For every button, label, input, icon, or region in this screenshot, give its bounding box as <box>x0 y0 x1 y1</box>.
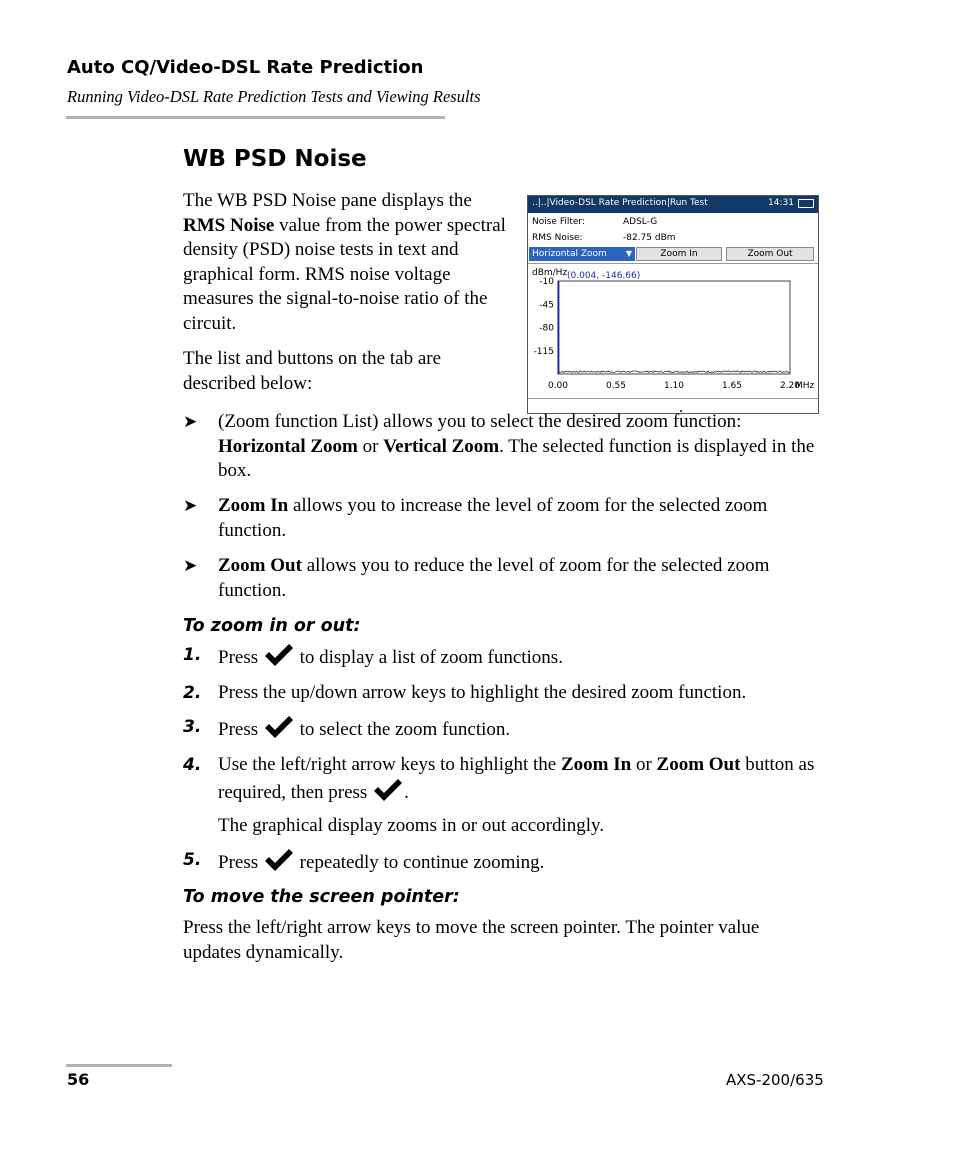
checkmark-icon <box>372 778 404 802</box>
procedure-zoom-title: To zoom in or out: <box>183 616 361 636</box>
zoom-function-select[interactable] <box>529 247 635 261</box>
intro-paragraph: The WB PSD Noise pane displays the RMS Noise value from the power spectral density (PSD) noise tests in text and graphical form. RMS noise voltage measures the signal-to-noise ratio of the circuit. <box>183 190 506 334</box>
noise-filter-value: ADSL-G <box>623 217 658 227</box>
zoom-function-selected: Horizontal Zoom <box>532 249 607 259</box>
intro-paragraph-2: The list and buttons on the tab are described below: <box>183 348 442 394</box>
running-head-title: Auto CQ/Video-DSL Rate Prediction <box>67 57 424 78</box>
x-tick-label: 1.65 <box>721 381 743 391</box>
x-tick-label: 1.10 <box>663 381 685 391</box>
x-tick-label: 0.00 <box>547 381 569 391</box>
rms-noise-value: -82.75 dBm <box>623 233 676 243</box>
x-tick-label: 2.20 <box>779 381 801 391</box>
procedure-pointer-text: Press the left/right arrow keys to move the screen pointer. The pointer value updates dynamically. <box>183 917 760 963</box>
procedure-pointer-title: To move the screen pointer: <box>183 887 460 907</box>
running-head-subtitle: Running Video-DSL Rate Prediction Tests and Viewing Results <box>67 87 481 106</box>
y-tick-label: -45 <box>539 300 554 311</box>
y-tick-label: -10 <box>539 277 554 287</box>
product-code: AXS-200/635 <box>726 1071 824 1089</box>
device-screenshot <box>527 195 819 414</box>
section-title: WB PSD Noise <box>183 146 367 172</box>
y-tick-label: -80 <box>539 323 554 334</box>
device-path: ..|..|Video-DSL Rate Prediction|Run Test <box>532 198 708 208</box>
plot-area <box>558 281 790 374</box>
step-4-note: The graphical display zooms in or out accordingly. <box>218 815 605 836</box>
checkmark-icon <box>263 848 295 872</box>
device-titlebar <box>528 196 818 213</box>
zoom-in-button[interactable]: Zoom In <box>636 247 722 261</box>
checkmark-icon <box>263 715 295 739</box>
battery-icon <box>798 199 814 208</box>
checkmark-icon <box>263 643 295 667</box>
footer-rule <box>66 1064 172 1067</box>
bullet-arrow-icon: ➤ <box>183 496 198 515</box>
rms-noise-label: RMS Noise: <box>532 233 583 243</box>
noise-filter-label: Noise Filter: <box>532 217 585 227</box>
page-number: 56 <box>67 1070 90 1089</box>
bullet-arrow-icon: ➤ <box>183 556 198 575</box>
y-axis-label: dBm/Hz <box>532 268 568 278</box>
chevron-down-icon: ▼ <box>625 249 632 258</box>
pointer-readout: (0.004, -146.66) <box>567 271 641 281</box>
rms-noise-term: RMS Noise <box>183 214 275 236</box>
x-tick-label: 0.55 <box>605 381 627 391</box>
chart-frame <box>528 263 818 399</box>
zoom-out-button[interactable]: Zoom Out <box>726 247 814 261</box>
y-tick-label: -115 <box>533 346 554 357</box>
device-clock: 14:31 <box>768 198 794 208</box>
x-unit-label: MHz <box>795 381 815 391</box>
wb-psd-noise-chart <box>528 264 818 398</box>
bullet-arrow-icon: ➤ <box>183 412 198 431</box>
header-rule <box>66 116 445 119</box>
